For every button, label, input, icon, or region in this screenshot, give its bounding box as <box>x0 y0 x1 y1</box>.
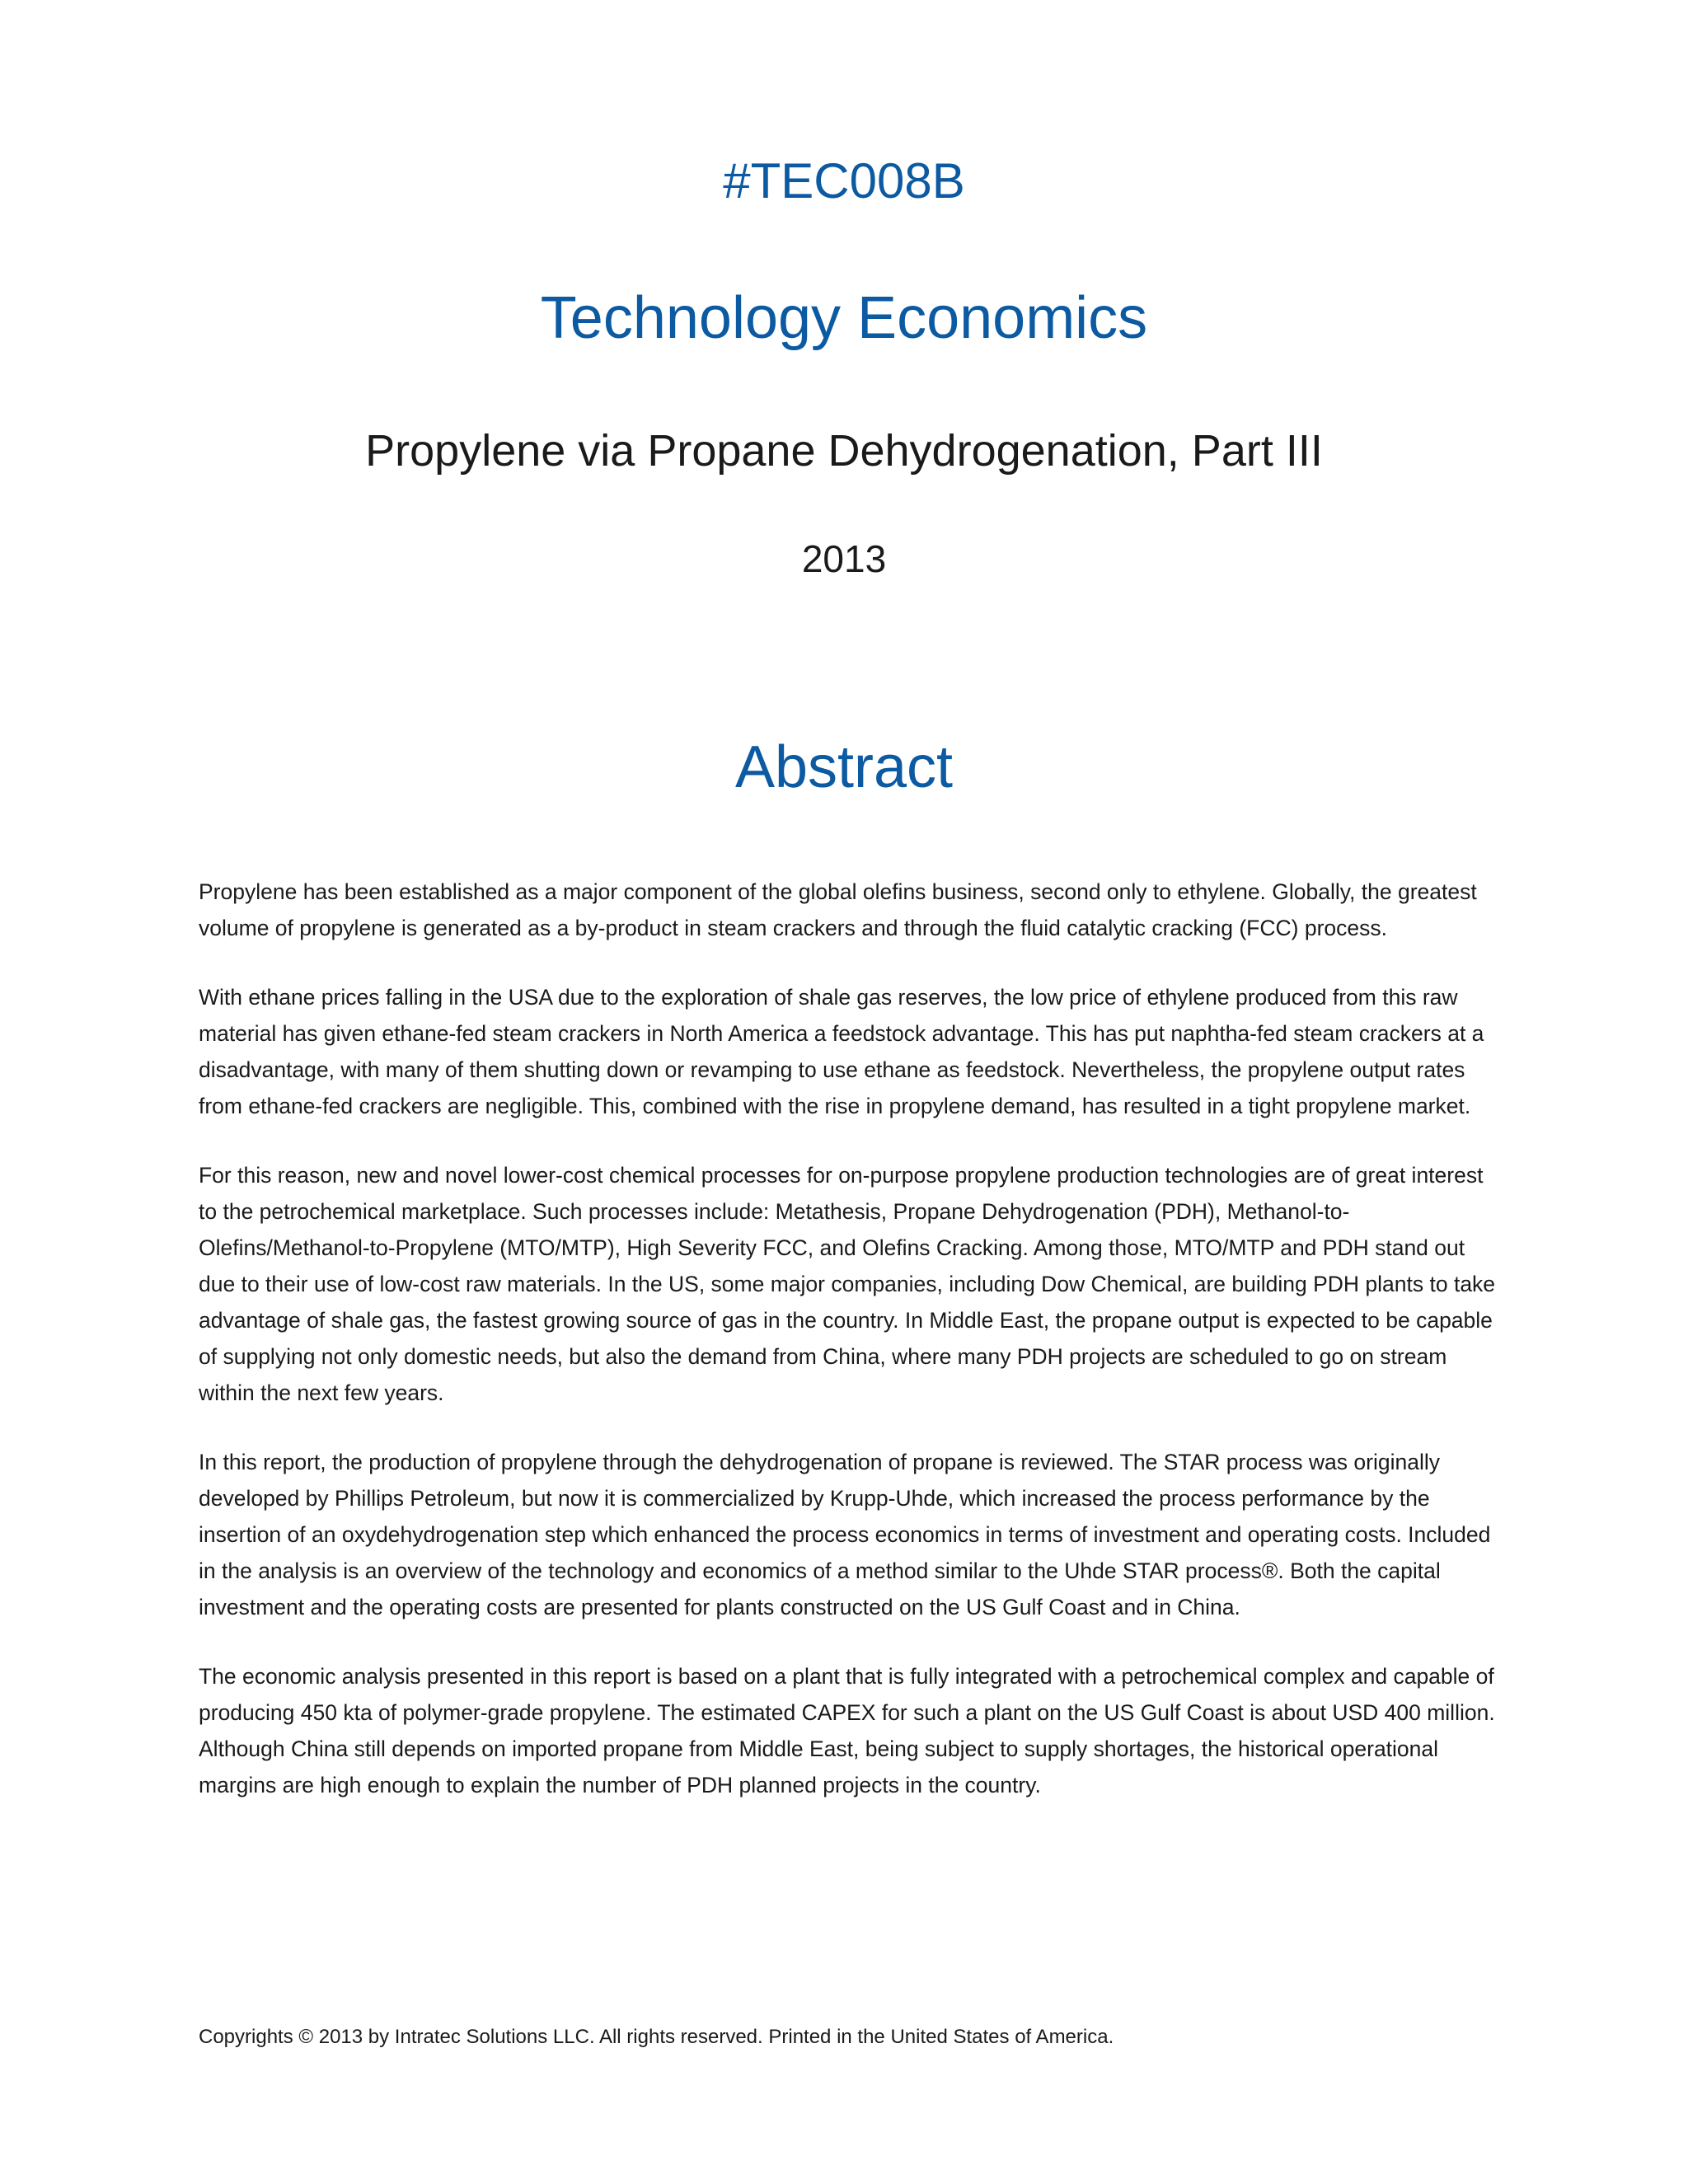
abstract-paragraph: In this report, the production of propylene through the dehydrogenation of propane is reviewed. The STAR process was originally developed by Phillips Petroleum, but now it is commercialized by Krupp-Uhde, which increased the process performance by the insertion of an oxydehydrogenation step which enhanced the process economics in terms of investment and operating costs. Included in the analysis is an overview of the technology and economics of a method similar to the Uhde STAR process®. Both the capital investment and the operating costs are presented for plants constructed on the US Gulf Coast and in China. <box>199 1450 1491 1619</box>
series-title: Technology Economics <box>540 285 1148 351</box>
report-code: #TEC008B <box>723 153 965 209</box>
abstract-paragraph: For this reason, new and novel lower-cost chemical processes for on-purpose propylene production technologies are of great interest to the petrochemical marketplace. Such processes include: Metathesis, Propane Dehydrogenation (PDH), Methanol-to-Olefins/Methanol-to-Propylene (MTO/MTP), High Severity FCC, and Olefins Cracking. Among those, MTO/MTP and PDH stand out due to their use of low-cost raw materials. In the US, some major companies, including Dow Chemical, are building PDH plants to take advantage of shale gas, the fastest growing source of gas in the country. In Middle East, the propane output is expected to be capable of supplying not only domestic needs, but also the demand from China, where many PDH projects are scheduled to go on stream within the next few years. <box>199 1163 1496 1405</box>
abstract-paragraph: Propylene has been established as a major component of the global olefins business, second only to ethylene. Globally, the greatest volume of propylene is generated as a by-product in steam crackers and through the fluid catalytic cracking (FCC) process. <box>199 879 1477 940</box>
report-subtitle: Propylene via Propane Dehydrogenation, Part III <box>365 426 1323 476</box>
abstract-paragraph: With ethane prices falling in the USA due to the exploration of shale gas reserves, the low price of ethylene produced from this raw material has given ethane-fed steam crackers in North America a feedstock advantage. This has put naphtha-fed steam crackers at a disadvantage, with many of them shutting down or revamping to use ethane as feedstock. Nevertheless, the propylene output rates from ethane-fed crackers are negligible. This, combined with the rise in propylene demand, has resulted in a tight propylene market. <box>199 985 1484 1118</box>
copyright-notice: Copyrights © 2013 by Intratec Solutions LLC. All rights reserved. Printed in the United States of America. <box>199 2026 1114 2048</box>
report-year: 2013 <box>801 537 887 580</box>
abstract-paragraph: The economic analysis presented in this report is based on a plant that is fully integrated with a petrochemical complex and capable of producing 450 kta of polymer-grade propylene. The estimated CAPEX for such a plant on the US Gulf Coast is about USD 400 million. Although China still depends on imported propane from Middle East, being subject to supply shortages, the historical operational margins are high enough to explain the number of PDH planned projects in the country. <box>199 1664 1495 1797</box>
abstract-heading: Abstract <box>734 734 954 800</box>
abstract-body <box>199 874 1501 1836</box>
